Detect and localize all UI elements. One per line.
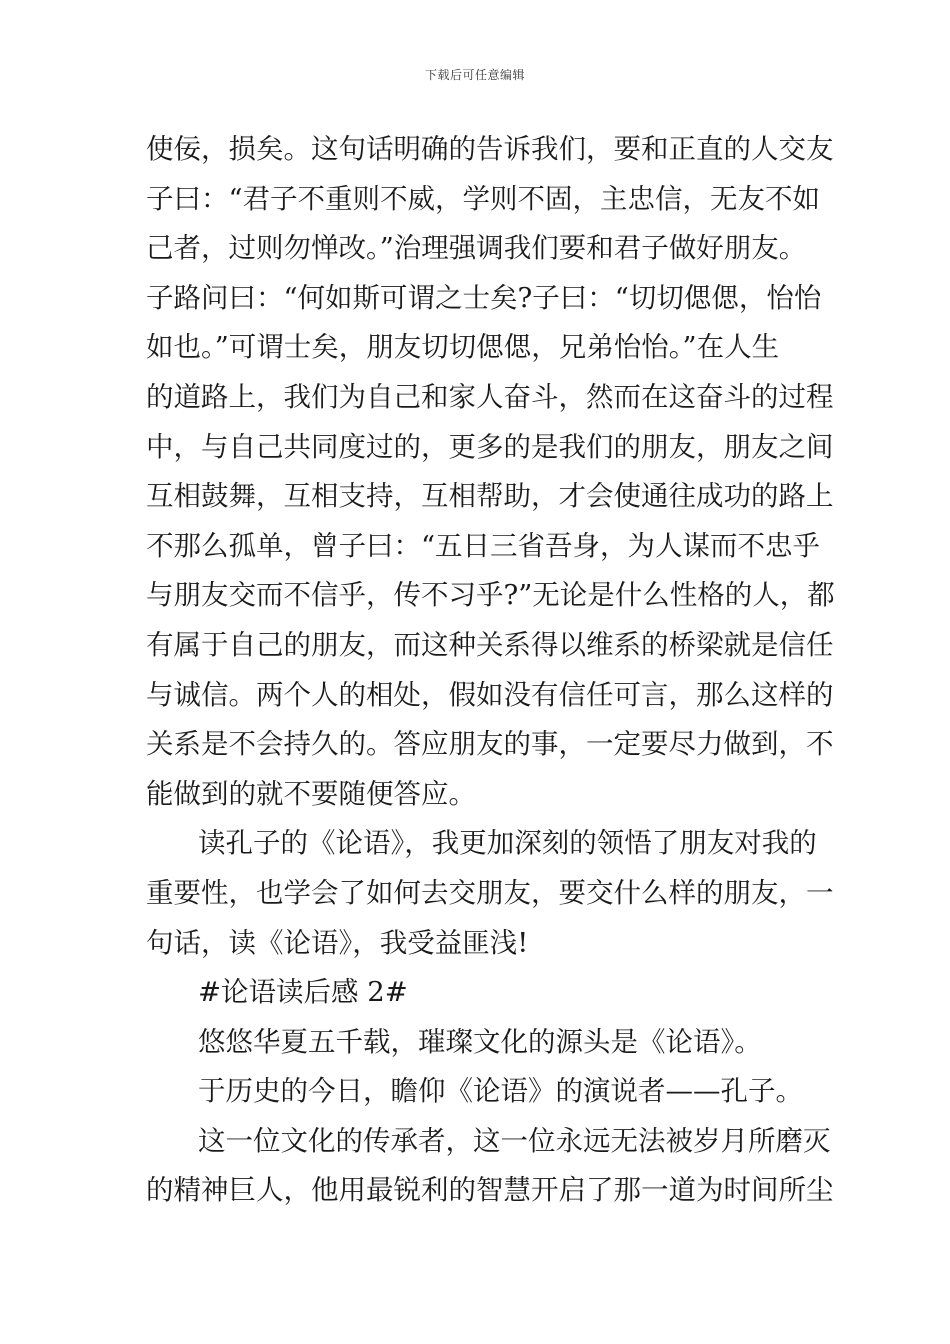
text-line: 关系是不会持久的。答应朋友的事，一定要尽力做到，不 <box>146 728 834 761</box>
text-line: 的精神巨人，他用最锐利的智慧开启了那一道为时间所尘 <box>146 1174 834 1207</box>
text-line: 的道路上，我们为自己和家人奋斗，然而在这奋斗的过程 <box>146 380 834 413</box>
text-line: 重要性，也学会了如何去交朋友，要交什么样的朋友，一 <box>146 876 834 909</box>
text-line: 使佞，损矣。这句话明确的告诉我们，要和正直的人交友 <box>146 133 834 165</box>
text-line: 与朋友交而不信乎，传不习乎?”无论是什么性格的人，都 <box>146 579 835 612</box>
text-line: 子路问曰：“何如斯可谓之士矣?子曰：“切切偲偲，怡怡 <box>146 281 822 314</box>
text-line: 子曰：“君子不重则不威，学则不固，主忠信，无友不如 <box>146 182 821 215</box>
text-line: 互相鼓舞，互相支持，互相帮助，才会使通往成功的路上 <box>146 480 834 513</box>
section-heading: #论语读后感 2# <box>198 976 408 1009</box>
text-line: 这一位文化的传承者，这一位永远无法被岁月所磨灭 <box>198 1124 831 1157</box>
page-header: 下载后可任意编辑 <box>424 68 525 82</box>
text-line: 读孔子的《论语》，我更加深刻的领悟了朋友对我的 <box>198 827 817 860</box>
text-line: 于历史的今日，瞻仰《论语》的演说者——孔子。 <box>198 1075 803 1108</box>
document-body <box>146 125 835 1216</box>
text-line: 句话，读《论语》，我受益匪浅! <box>146 926 529 959</box>
text-line: 己者，过则勿惮改。”治理强调我们要和君子做好朋友。 <box>146 232 807 265</box>
text-line: 中，与自己共同度过的，更多的是我们的朋友，朋友之间 <box>146 430 834 463</box>
text-line: 如也。”可谓士矣，朋友切切偲偲，兄弟怡怡。”在人生 <box>146 331 780 364</box>
text-line: 与诚信。两个人的相处，假如没有信任可言，那么这样的 <box>146 678 834 711</box>
text-line: 悠悠华夏五千载，璀璨文化的源头是《论语》。 <box>198 1025 762 1058</box>
text-line: 有属于自己的朋友，而这种关系得以维系的桥梁就是信任 <box>146 628 834 661</box>
text-line: 能做到的就不要随便答应。 <box>146 777 476 810</box>
text-line: 不那么孤单，曾子曰：“五日三省吾身，为人谋而不忠乎 <box>146 529 821 562</box>
